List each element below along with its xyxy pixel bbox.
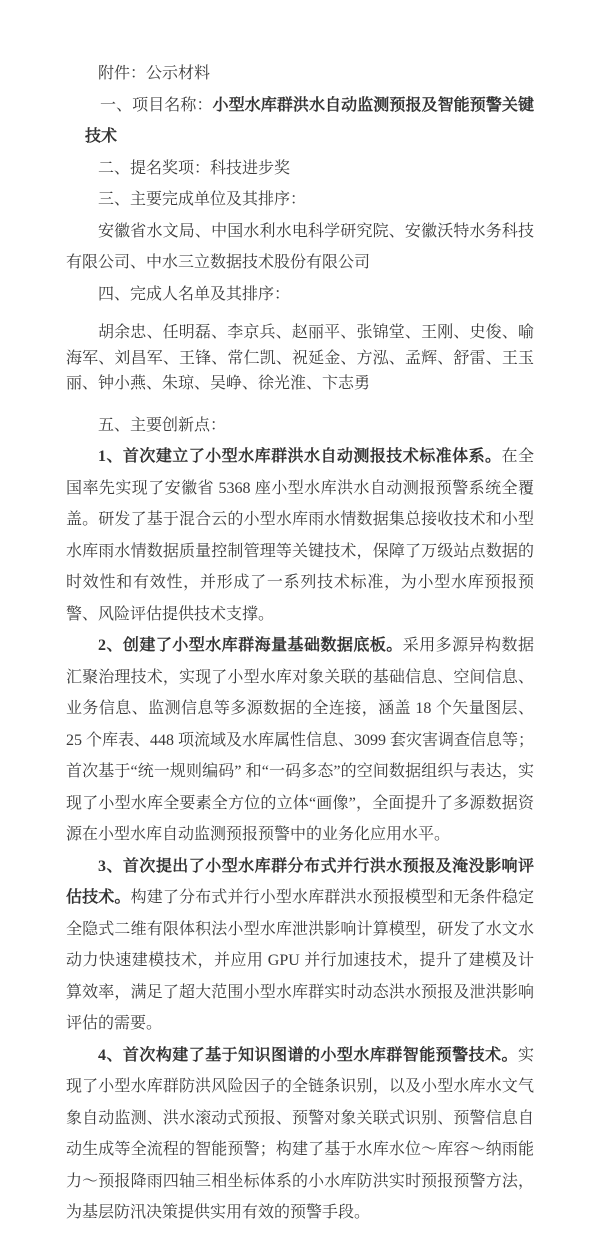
members-heading-text: 四、完成人名单及其排序： (98, 285, 291, 303)
units-heading (66, 184, 534, 216)
project-name-line (66, 90, 534, 153)
attachment-text: 附件：公示材料 (98, 65, 211, 82)
award-value: 科技进步奖 (210, 159, 291, 177)
award-label: 二、提名奖项： (98, 159, 211, 177)
innovation-paragraph-3 (66, 851, 534, 1040)
innovation-paragraph-1 (66, 441, 534, 630)
attachment-label (66, 58, 534, 90)
innovation-1-body: 在全国率先实现了安徽省 5368 座小型水库洪水自动测报预警系统全覆盖。研发了基于混合云的小型水库雨水情数据集总接收技术和小型水库雨水情数据质量控制管理等关键技术，保障了万级站点数据的时效性和有效性，并形成了一系列技术标准，为小型水库预报预警、风险评估提供技术支撑。 (66, 448, 534, 623)
innovation-3-lead: 3、首次提出了小型水库群分布式并行洪水预报及淹没影响评估技术。 (66, 857, 534, 906)
innovations-heading (66, 410, 534, 442)
innovation-paragraph-4 (66, 1040, 534, 1229)
project-name-label: 一、项目名称： (100, 96, 213, 114)
document-body (66, 58, 534, 1229)
innovation-2-body: 采用多源异构数据汇聚治理技术，实现了小型水库对象关联的基础信息、空间信息、业务信息、监测信息等多源数据的全连接，涵盖 18 个矢量图层、25 个库表、448 项流域及水库属性信息、3099 套灾害调查信息等；首次基于“统一规则编码” 和“一码多态”的空间数据组织与表达，实现了小型水库全要素全方位的立体“画像”，全面提升了多源数据资源在小型水库自动监测预报预警中的业务化应用水平。 (66, 637, 535, 843)
innovation-3-body: 构建了分布式并行小型水库群洪水预报模型和无条件稳定全隐式二维有限体积法小型水库泄洪影响计算模型，研发了水文水动力快速建模技术，并应用 GPU 并行加速技术，提升了建模及计算效率，满足了超大范围小型水库群实时动态洪水预报及泄洪影响评估的需要。 (66, 889, 534, 1032)
innovation-paragraph-2 (66, 630, 534, 851)
units-list (66, 216, 534, 279)
members-list (66, 320, 534, 397)
award-line (66, 153, 534, 185)
innovations-heading-text: 五、主要创新点： (98, 416, 227, 434)
innovation-2-lead: 2、创建了小型水库群海量基础数据底板。 (98, 637, 403, 654)
innovation-1-lead: 1、首次建立了小型水库群洪水自动测报技术标准体系。 (98, 448, 502, 465)
units-heading-text: 三、主要完成单位及其排序： (98, 191, 307, 208)
units-list-text: 安徽省水文局、中国水利水电科学研究院、安徽沃特水务科技有限公司、中水三立数据技术股份有限公司 (66, 222, 534, 271)
members-list-text: 胡余忠、任明磊、李京兵、赵丽平、张锦堂、王刚、史俊、喻海军、刘昌军、王锋、常仁凯、祝延金、方泓、孟辉、舒雷、王玉丽、钟小燕、朱琼、吴峥、徐光淮、卞志勇 (66, 324, 534, 392)
members-heading (66, 279, 534, 311)
innovation-4-lead: 4、首次构建了基于知识图谱的小型水库群智能预警技术。 (98, 1046, 518, 1064)
innovation-4-body: 实现了小型水库群防洪风险因子的全链条识别，以及小型水库水文气象自动监测、洪水滚动式预报、预警对象关联式识别、预警信息自动生成等全流程的智能预警；构建了基于水库水位～库容～纳雨能力～预报降雨四轴三相坐标体系的小水库防洪实时预报预警方法，为基层防汛决策提供实用有效的预警手段。 (66, 1046, 534, 1221)
project-name-value: 小型水库群洪水自动监测预报及智能预警关键技术 (85, 96, 534, 145)
